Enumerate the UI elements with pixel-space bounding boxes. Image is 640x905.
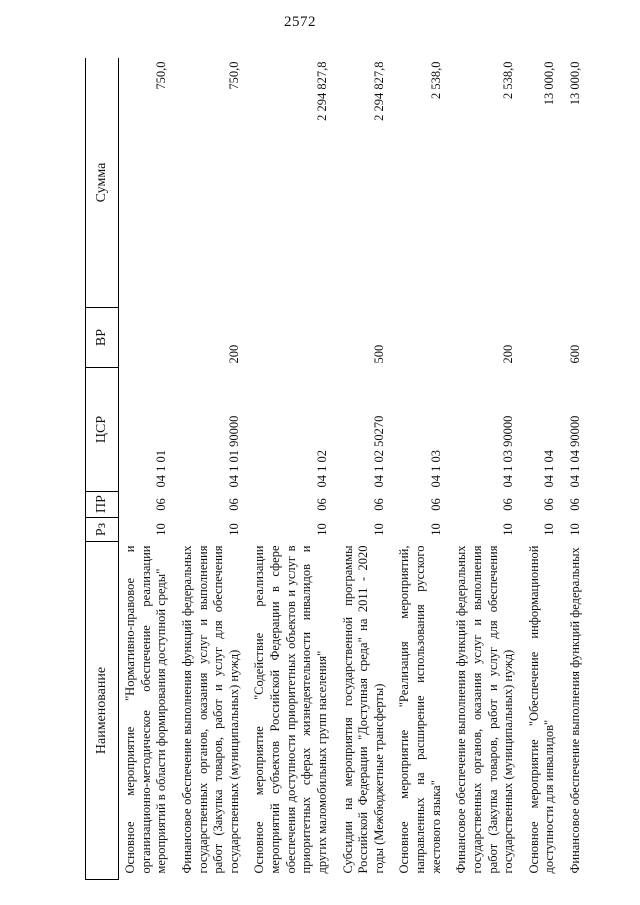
row-pr: 06: [542, 498, 557, 511]
table-row: [176, 58, 249, 880]
row-sum: 2 538,0: [501, 61, 516, 99]
row-rz: 10: [154, 523, 169, 536]
rotated-table-frame: [85, 58, 595, 880]
row-vr: [119, 308, 176, 368]
row-vr: [523, 308, 564, 368]
row-sum: 2 538,0: [428, 61, 443, 99]
row-sum: 750,0: [154, 61, 169, 90]
header-rz: Рз: [86, 518, 119, 542]
row-pr: 06: [314, 498, 329, 511]
row-csr: 04 1 01 90000: [226, 415, 241, 488]
row-csr: 04 1 03: [428, 450, 443, 488]
row-csr: 04 1 04: [542, 450, 557, 488]
row-sum: 13 000,0: [568, 61, 582, 106]
row-name: Основное мероприятие "Содействие реализации мероприятий субъектов Российской Федерации в сфере обеспечения доступности приоритетных объектов и услуг в приоритетных сферах жизнедеятельности инвалидов и других маломобильных групп населения": [252, 545, 329, 874]
row-vr: 200: [501, 344, 516, 364]
header-sum: Сумма: [86, 58, 119, 308]
header-csr: ЦСР: [86, 368, 119, 492]
row-name: Основное мероприятие "Реализация мероприятий, направленных на расширение использования русского жестового языка": [397, 545, 443, 874]
row-name: Основное мероприятие "Нормативно-правовое и организационно-методическое обеспечение реализации мероприятий в области формирования доступной среды": [123, 545, 169, 874]
row-rz: 10: [542, 523, 557, 536]
row-rz: 10: [568, 523, 582, 536]
header-name: Наименование: [86, 542, 119, 880]
row-csr: 04 1 04 90000: [568, 415, 582, 488]
row-pr: 06: [371, 498, 386, 511]
table-row: [564, 58, 590, 880]
row-rz: 10: [501, 523, 516, 536]
row-pr: 06: [568, 498, 582, 511]
row-pr: 06: [226, 498, 241, 511]
row-pr: 06: [501, 498, 516, 511]
row-rz: 10: [226, 523, 241, 536]
row-name: Финансовое обеспечение выполнения функций федеральных: [568, 547, 582, 874]
row-vr: 200: [226, 344, 241, 364]
row-name: Финансовое обеспечение выполнения функций федеральных государственных органов, оказания услуг и выполнения работ (Закупка товаров, работ и услуг для обеспечения государственных (муниципальных) нужд): [179, 545, 241, 874]
row-csr: 04 1 02 50270: [371, 415, 386, 488]
row-name: Финансовое обеспечение выполнения функций федеральных государственных органов, оказания услуг и выполнения работ (Закупка товаров, работ и услуг для обеспечения государственных (муниципальных) нужд): [454, 545, 516, 874]
table-row: [393, 58, 450, 880]
row-sum: 750,0: [226, 61, 241, 90]
row-vr: [248, 308, 336, 368]
header-vr: ВР: [86, 308, 119, 368]
table-row: [337, 58, 394, 880]
table-row: [450, 58, 523, 880]
table-row: [523, 58, 564, 880]
row-sum: 13 000,0: [542, 61, 557, 106]
row-rz: 10: [371, 523, 386, 536]
row-sum: 2 294 827,8: [371, 61, 386, 121]
rotated-table-container: [85, 58, 595, 880]
row-csr: 04 1 03 90000: [501, 415, 516, 488]
row-pr: 06: [428, 498, 443, 511]
row-vr: [393, 308, 450, 368]
row-vr: 500: [371, 344, 386, 364]
row-pr: 06: [154, 498, 169, 511]
table-row: [248, 58, 336, 880]
row-name: Основное мероприятие "Обеспечение информационной доступности для инвалидов": [526, 545, 557, 874]
row-csr: 04 1 02: [314, 450, 329, 488]
row-rz: 10: [428, 523, 443, 536]
row-vr: 600: [568, 344, 582, 364]
table-row: [119, 58, 176, 880]
page-number: 2572: [284, 14, 316, 30]
row-sum: 2 294 827,8: [314, 61, 329, 121]
row-csr: 04 1 01: [154, 450, 169, 488]
table-header-row: [86, 58, 119, 880]
header-pr: ПР: [86, 492, 119, 518]
row-name: Субсидии на мероприятия государственной программы Российской Федерации "Доступная среда" на 2011 - 2020 годы (Межбюджетные трансферты): [340, 545, 386, 874]
budget-table: [85, 58, 590, 880]
row-rz: 10: [314, 523, 329, 536]
